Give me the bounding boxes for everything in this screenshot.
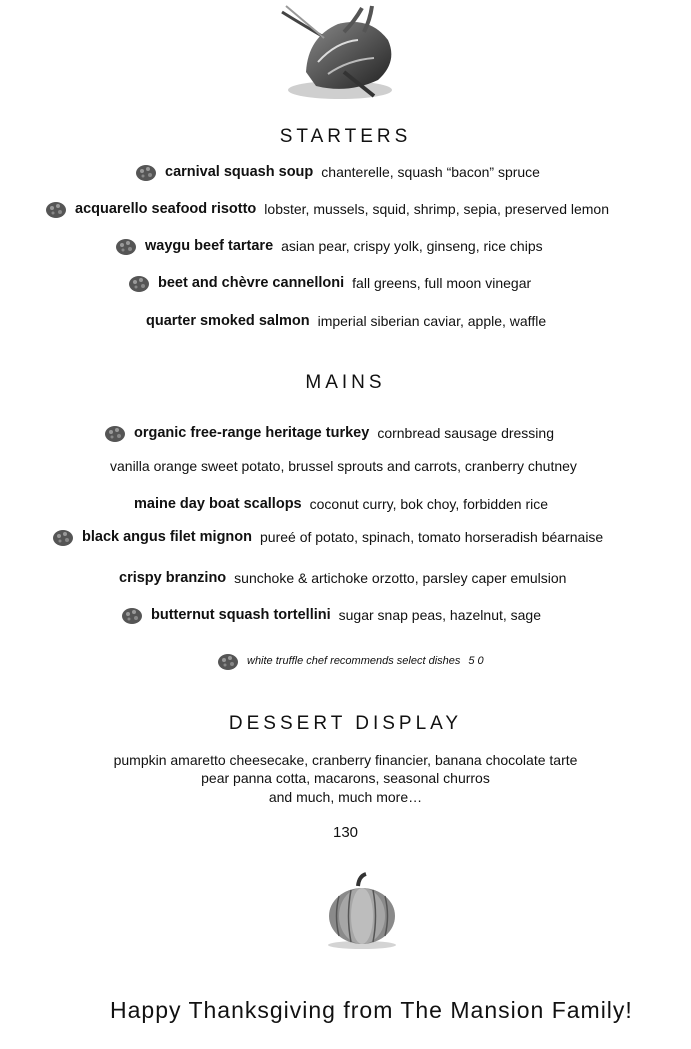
menu-item — [45, 199, 609, 219]
white-truffle-icon — [135, 162, 157, 182]
dish-name: butternut squash tortellini — [151, 607, 331, 623]
dish-name: beet and chèvre cannelloni — [158, 275, 345, 291]
white-truffle-icon — [128, 273, 150, 293]
dessert-line: and much, much more… — [268, 789, 423, 805]
white-truffle-icon — [115, 236, 137, 256]
dish-name: acquarello seafood risotto — [75, 201, 257, 217]
white-truffle-icon — [45, 199, 67, 219]
dish-description: chanterelle, squash “bacon” spruce — [321, 164, 540, 180]
dish-description: fall greens, full moon vinegar — [352, 275, 532, 291]
dessert-heading: DESSERT DISPLAY — [228, 713, 463, 734]
dish-description: sunchoke & artichoke orzotto, parsley caper emulsion — [234, 570, 567, 586]
white-truffle-icon — [217, 651, 239, 671]
white-truffle-icon — [104, 423, 126, 443]
dish-name: quarter smoked salmon — [146, 313, 310, 329]
menu-item — [52, 527, 603, 547]
dish-name: crispy branzino — [119, 570, 227, 586]
pumpkin-illustration — [322, 872, 402, 950]
menu-item — [134, 494, 548, 514]
dish-description: imperial siberian caviar, apple, waffle — [317, 313, 547, 329]
dessert-line: pear panna cotta, macarons, seasonal churros — [201, 770, 490, 786]
dish-name: black angus filet mignon — [82, 529, 252, 545]
dessert-line: pumpkin amaretto cheesecake, cranberry financier, banana chocolate tarte — [113, 752, 578, 768]
dessert-price: 130 — [332, 824, 359, 841]
dish-description: pureé of potato, spinach, tomato horseradish béarnaise — [260, 529, 604, 545]
dish-name: maine day boat scallops — [134, 496, 302, 512]
dish-description: coconut curry, bok choy, forbidden rice — [309, 496, 549, 512]
dish-description: lobster, mussels, squid, shrimp, sepia, preserved lemon — [264, 201, 610, 217]
mains-heading: MAINS — [305, 372, 386, 393]
dish-description-continued: vanilla orange sweet potato, brussel sprouts and carrots, cranberry chutney — [110, 458, 577, 474]
dish-description: cornbread sausage dressing — [377, 425, 554, 441]
menu-item — [119, 568, 566, 588]
menu-item — [115, 236, 543, 256]
dish-name: organic free-range heritage turkey — [134, 425, 370, 441]
dish-description: sugar snap peas, hazelnut, sage — [338, 607, 542, 623]
white-truffle-icon — [121, 605, 143, 625]
menu-item — [146, 311, 546, 331]
truffle-note — [217, 651, 484, 671]
starters-heading: STARTERS — [279, 126, 412, 147]
menu-item — [128, 273, 531, 293]
footer-greeting: Happy Thanksgiving from The Mansion Family! — [110, 997, 633, 1023]
truffle-note-price: 5 0 — [468, 655, 484, 667]
truffle-note-text: white truffle chef recommends select dishes — [247, 655, 461, 667]
menu-item — [135, 162, 540, 182]
carving-turkey-illustration — [278, 2, 403, 102]
dish-name: carnival squash soup — [165, 164, 314, 180]
dish-description: asian pear, crispy yolk, ginseng, rice chips — [281, 238, 543, 254]
menu-item — [104, 423, 554, 443]
white-truffle-icon — [52, 527, 74, 547]
dish-name: waygu beef tartare — [145, 238, 274, 254]
menu-item — [121, 605, 541, 625]
